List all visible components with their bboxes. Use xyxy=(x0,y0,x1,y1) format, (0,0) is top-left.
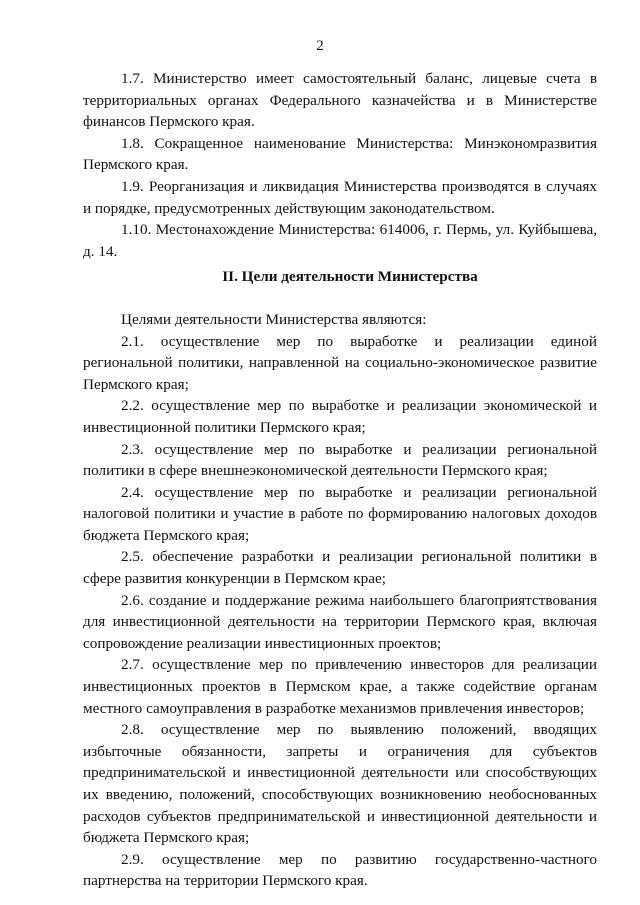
paragraph-1-7: 1.7. Министерство имеет самостоятельный баланс, лицевые счета в территориальных органах Федерального казначейства и в Министерстве финансов Пермского края. xyxy=(83,70,597,131)
goal-2-8: 2.8. осуществление мер по выявлению положений, вводящих избыточные обязанности, запреты и ограничения для субъектов предпринимательской и инвестиционной деятельности или способствующих их введению, положений, способствующих возникновению необоснованных расходов субъектов предпринимательской и инвестиционной деятельности и бюджета Пермского края; xyxy=(83,721,597,847)
document-body xyxy=(83,68,597,892)
goal-2-6: 2.6. создание и поддержание режима наибольшего благоприятствования для инвестиционной деятельности на территории Пермского края, включая сопровождение реализации инвестиционных проектов; xyxy=(83,591,597,652)
paragraph-1-9: 1.9. Реорганизация и ликвидация Министерства производятся в случаях и порядке, предусмотренных действующим законодательством. xyxy=(83,177,597,217)
goal-2-3: 2.3. осуществление мер по выработке и реализации региональной политики в сфере внешнеэкономической деятельности Пермского края; xyxy=(83,440,597,480)
goal-2-4: 2.4. осуществление мер по выработке и реализации региональной налоговой политики и участие в работе по формированию налоговых доходов бюджета Пермского края; xyxy=(83,483,597,544)
section-heading: II. Цели деятельности Министерства xyxy=(222,268,478,286)
goal-2-7: 2.7. осуществление мер по привлечению инвесторов для реализации инвестиционных проектов в Пермском крае, а также содействие органам местного самоуправления в разработке механизмов привлечения инвесторов; xyxy=(83,656,597,717)
goal-2-1: 2.1. осуществление мер по выработке и реализации единой региональной политики, направленной на социально-экономическое развитие Пермского края; xyxy=(83,332,597,393)
page-number: 2 xyxy=(316,38,324,54)
goals-intro: Целями деятельности Министерства являются: xyxy=(121,310,427,328)
goal-2-2: 2.2. осуществление мер по выработке и реализации экономической и инвестиционной политики Пермского края; xyxy=(83,397,597,436)
goal-2-5: 2.5. обеспечение разработки и реализации региональной политики в сфере развития конкуренции в Пермском крае; xyxy=(83,548,597,588)
paragraph-1-8: 1.8. Сокращенное наименование Министерства: Минэкономразвития Пермского края. xyxy=(83,134,597,174)
goal-2-9: 2.9. осуществление мер по развитию государственно-частного партнерства на территории Пермского края. xyxy=(83,850,597,890)
paragraph-1-10: 1.10. Местонахождение Министерства: 614006, г. Пермь, ул. Куйбышева, д. 14. xyxy=(83,221,597,260)
